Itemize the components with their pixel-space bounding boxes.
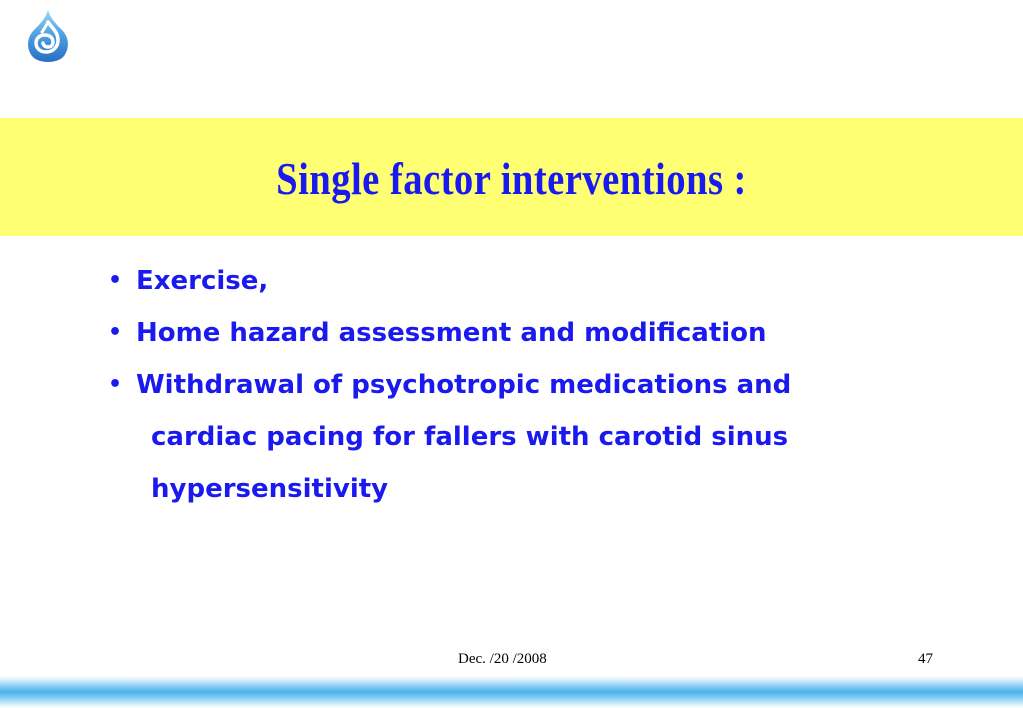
water-drop-logo-icon [24, 8, 72, 68]
footer-date: Dec. /20 /2008 [458, 651, 547, 667]
bullet-text: Exercise, [136, 266, 269, 296]
bullet-item [100, 307, 980, 359]
bullet-text-continuation: cardiac pacing for fallers with carotid sinus [151, 422, 789, 452]
footer-bar [0, 676, 1023, 708]
bullet-text: Home hazard assessment and modification [136, 318, 767, 348]
bullet-list [100, 255, 980, 515]
bullet-dot: • [108, 268, 123, 293]
bullet-dot: • [108, 372, 123, 397]
bullet-text-continuation: hypersensitivity [151, 474, 389, 504]
bullet-item [100, 359, 980, 515]
slide-title: Single factor interventions : [276, 154, 747, 204]
bullet-dot: • [108, 320, 123, 345]
page-number: 47 [918, 651, 933, 667]
bullet-item [100, 255, 980, 307]
bullet-text: Withdrawal of psychotropic medications and [136, 370, 792, 400]
